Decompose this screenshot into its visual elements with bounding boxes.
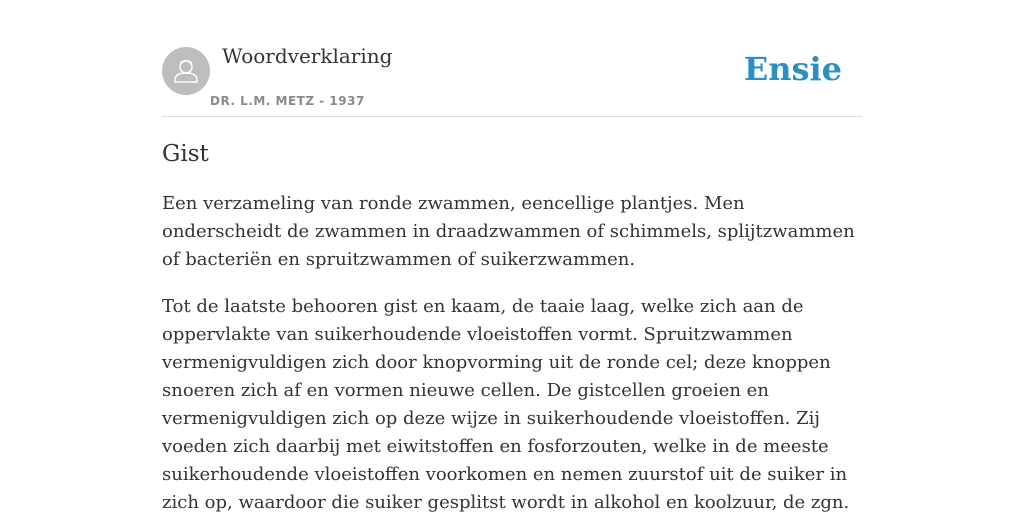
ensie-logo[interactable]: Ensie xyxy=(743,50,842,88)
article-title: Gist xyxy=(162,141,209,167)
author-byline[interactable]: DR. L.M. METZ - 1937 xyxy=(210,94,365,108)
article-content xyxy=(162,138,862,512)
source-name[interactable]: Woordverklaring xyxy=(222,44,393,68)
author-avatar[interactable] xyxy=(162,47,210,95)
article-header xyxy=(162,0,862,117)
user-silhouette-icon xyxy=(162,47,210,95)
article-paragraph: Tot de laatste behooren gist en kaam, de taaie laag, welke zich aan de oppervlakte van suikerhoudende vloeistoffen vormt. Spruitzwammen vermenigvuldigen zich door knopvorming uit de ronde cel; deze knoppen snoeren zich af en vormen nieuwe cellen. De gistcellen groeien en vermenigvuldigen zich op deze wijze in suikerhoudende vloeistoffen. Zij voeden zich daarbij met eiwitstoffen en fosforzouten, welke in de meeste suikerhoudende vloeistoffen voorkomen en nemen zuurstof uit de suiker in zich op, waardoor die suiker gesplitst wordt in alkohol en koolzuur, de zgn. xyxy=(162,296,850,512)
article-paragraph: Een verzameling van ronde zwammen, eencellige plantjes. Men onderscheidt de zwammen in draadzwammen of schimmels, splijtzwammen of bacteriën en spruitzwammen of suikerzwammen. xyxy=(162,193,855,270)
